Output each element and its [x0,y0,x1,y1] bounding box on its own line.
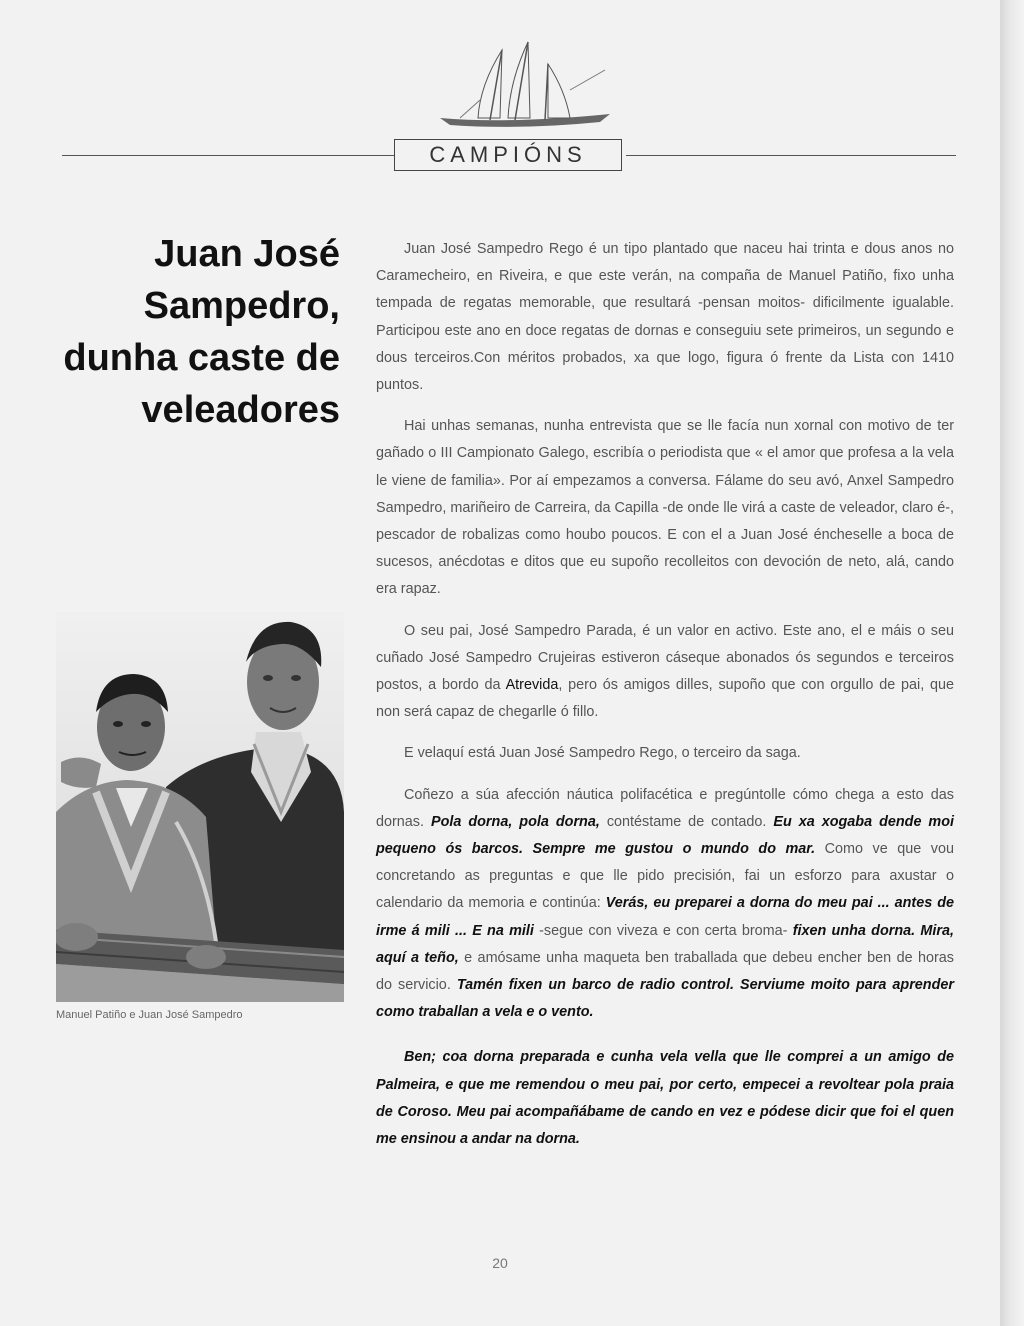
article-body [376,236,954,1167]
paragraph-6-quote: Ben; coa dorna preparada e cunha vela vella que lle comprei a un amigo de Palmeira, e que me remendou o meu pai, por certo, empecei a revoltear pola praia de Coroso. Meu pai acompañábame de cando en vez e pódese dicir que foi el quen me ensinou a andar na dorna. [376,1049,954,1148]
sailing-ship-logo [420,30,620,130]
p5-quote-2: Eu xa xogaba dende moi pequeno ós barcos. Sempre me gustou o mundo do mar. [376,813,955,858]
p5-part-3: contéstame de contado. [599,813,774,830]
page-binding-edge [1000,0,1024,1326]
p5-part-9: e amósame unha maqueta ben traballada que debeu encher ben de horas do servicio. [376,949,954,994]
p5-quote-4: fixen unha dorna. Mira, aquí a teño, [376,922,954,966]
page-number: 20 [492,1255,508,1271]
p5-part-7: -segue con viveza e con certa broma- [533,922,793,939]
two-men-portrait-image [56,612,344,1002]
article-headline: Juan José Sampedro, dunha caste de veleadores [63,233,340,431]
paragraph-3 [376,618,954,727]
p5-quote-5: Tamén fixen un barco de radio control. Serviume moito para aprender como traballan a vela e o vento. [376,977,954,1021]
paragraph-3-text-b: , pero ós amigos dilles, supoño que con orgullo de pai, que non será capaz de chegarlle ó fillo. [376,677,954,721]
p5-quote-3: Verás, eu preparei a dorna do meu pai ... antes de irme á mili ... E na mili [376,895,954,939]
boat-name: Atrevida [505,677,559,694]
photo-caption: Manuel Patiño e Juan José Sampedro [56,1009,243,1021]
paragraph-3-text-a: O seu pai, José Sampedro Parada, é un valor en activo. Este ano, el e máis o seu cuñado José Sampedro Crujeiras estiveron cáseque abonados ós segundos e terceiros postos, a bordo da [376,622,954,694]
paragraph-2: Hai unhas semanas, nunha entrevista que se lle facía nun xornal con motivo de ter gañado o III Campionato Galego, escribía o periodista que « el amor que profesa a la vela le viene de familia». Por aí empezamos a conversa. Fálame do seu avó, Anxel Sampedro Sampedro, mariñeiro de Carreira, da Capilla -de onde lle virá a caste de veleador, claro é-, pescador de robalizas como houbo poucos. E con el a Juan José éncheselle a boca de sucesos, anécdotas e ditos que eu supoño recolleitos con devoción de neto, alá, cando era rapaz. [376,418,954,598]
p5-part-5: Como ve que vou concretando as preguntas e que lle pido precisión, fai un esforzo para axustar o calendario da memoria e continúa: [376,841,955,912]
section-label: CAMPIÓNS [394,139,622,171]
header-rule-left [62,155,394,156]
paragraph-1: Juan José Sampedro Rego é un tipo plantado que naceu hai trinta e dous anos no Caramecheiro, en Riveira, e que este verán, na compaña de Manuel Patiño, fixo unha tempada de regatas memorable, que resultará -pensan moitos- dificilmente igualable. Participou este ano en doce regatas de dornas e conseguiu sete primeiros, un segundo e dous terceiros.Con méritos probados, xa que logo, figura ó frente da Lista con 1410 puntos. [376,241,954,394]
p5-part-1: Coñezo a súa afección náutica polifacética e pregúntolle cómo chega a esto das dornas. [376,786,954,830]
article-photo [56,612,344,1002]
header-rule-right [626,155,956,156]
paragraph-5 [376,782,954,1027]
paragraph-4: E velaquí está Juan José Sampedro Rego, o terceiro da saga. [404,745,801,762]
p5-quote-1: Pola dorna, pola dorna, [430,813,600,830]
